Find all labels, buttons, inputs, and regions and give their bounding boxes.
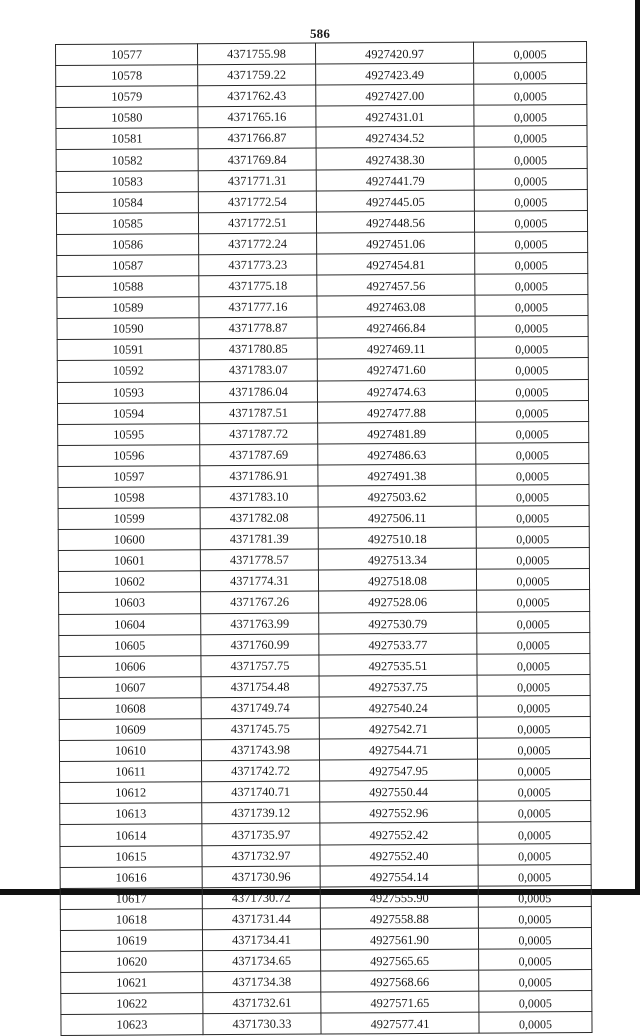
factor-cell: 0,0005 (478, 801, 591, 823)
y-coordinate-cell: 4927547.95 (320, 759, 478, 781)
x-coordinate-cell: 4371772.51 (198, 212, 316, 234)
x-coordinate-cell: 4371772.24 (199, 233, 317, 255)
factor-cell: 0,0005 (474, 126, 587, 148)
factor-cell: 0,0005 (475, 358, 588, 380)
x-coordinate-cell: 4371787.72 (200, 423, 318, 445)
y-coordinate-cell: 4927510.18 (318, 527, 476, 549)
x-coordinate-cell: 4371732.97 (202, 845, 320, 867)
table-row (58, 442, 589, 466)
table-row (57, 252, 588, 276)
y-coordinate-cell: 4927438.30 (316, 148, 474, 170)
table-row (60, 906, 591, 930)
y-coordinate-cell: 4927463.08 (317, 295, 475, 317)
table-row (59, 717, 590, 741)
factor-cell: 0,0005 (474, 147, 587, 169)
x-coordinate-cell: 4371765.16 (198, 106, 316, 128)
point-id-cell: 10586 (57, 234, 199, 256)
point-id-cell: 10612 (60, 782, 202, 804)
y-coordinate-cell: 4927445.05 (316, 190, 474, 212)
factor-cell: 0,0005 (477, 674, 590, 696)
coordinates-table-body (56, 42, 593, 1036)
point-id-cell: 10619 (60, 930, 202, 952)
point-id-cell: 10591 (57, 339, 199, 361)
factor-cell: 0,0005 (478, 927, 591, 949)
page-number: 586 (309, 26, 331, 41)
factor-cell: 0,0005 (477, 738, 590, 760)
factor-cell: 0,0005 (478, 759, 591, 781)
point-id-cell: 10606 (59, 655, 201, 677)
factor-cell: 0,0005 (475, 295, 588, 317)
y-coordinate-cell: 4927535.51 (319, 654, 477, 676)
factor-cell: 0,0005 (475, 274, 588, 296)
factor-cell: 0,0005 (479, 991, 592, 1013)
x-coordinate-cell: 4371755.98 (198, 43, 316, 65)
y-coordinate-cell: 4927537.75 (319, 675, 477, 697)
x-coordinate-cell: 4371760.99 (201, 634, 319, 656)
x-coordinate-cell: 4371774.31 (200, 570, 318, 592)
table-row (59, 738, 590, 762)
table-row (58, 548, 589, 572)
x-coordinate-cell: 4371782.08 (200, 507, 318, 529)
x-coordinate-cell: 4371787.51 (200, 402, 318, 424)
point-id-cell: 10609 (59, 719, 201, 741)
table-row (60, 822, 591, 846)
y-coordinate-cell: 4927552.42 (320, 823, 478, 845)
x-coordinate-cell: 4371757.75 (201, 655, 319, 677)
y-coordinate-cell: 4927451.06 (317, 232, 475, 254)
coordinates-table (55, 41, 593, 1036)
table-row (56, 126, 587, 150)
point-id-cell: 10617 (60, 887, 202, 909)
point-id-cell: 10582 (56, 149, 198, 171)
factor-cell: 0,0005 (476, 506, 589, 528)
point-id-cell: 10599 (58, 508, 200, 530)
point-id-cell: 10614 (60, 824, 202, 846)
point-id-cell: 10594 (58, 402, 200, 424)
point-id-cell: 10613 (60, 803, 202, 825)
point-id-cell: 10601 (58, 550, 200, 572)
table-row (59, 695, 590, 719)
y-coordinate-cell: 4927513.34 (318, 548, 476, 570)
x-coordinate-cell: 4371778.57 (200, 549, 318, 571)
factor-cell: 0,0005 (476, 569, 589, 591)
y-coordinate-cell: 4927558.88 (320, 907, 478, 929)
y-coordinate-cell: 4927530.79 (319, 612, 477, 634)
y-coordinate-cell: 4927552.40 (320, 844, 478, 866)
factor-cell: 0,0005 (473, 42, 586, 64)
coordinates-table-container (55, 41, 592, 1036)
x-coordinate-cell: 4371783.07 (199, 359, 317, 381)
x-coordinate-cell: 4371769.84 (198, 149, 316, 171)
point-id-cell: 10579 (56, 86, 198, 108)
table-row (59, 611, 590, 635)
table-row (59, 590, 590, 614)
x-coordinate-cell: 4371740.71 (202, 781, 320, 803)
y-coordinate-cell: 4927550.44 (320, 780, 478, 802)
x-coordinate-cell: 4371786.04 (199, 381, 317, 403)
table-row (56, 210, 587, 234)
factor-cell: 0,0005 (475, 252, 588, 274)
x-coordinate-cell: 4371745.75 (201, 718, 319, 740)
table-row (58, 400, 589, 424)
table-row (57, 358, 588, 382)
x-coordinate-cell: 4371783.10 (200, 486, 318, 508)
y-coordinate-cell: 4927423.49 (316, 63, 474, 85)
point-id-cell: 10590 (57, 318, 199, 340)
y-coordinate-cell: 4927457.56 (317, 274, 475, 296)
point-id-cell: 10598 (58, 487, 200, 509)
point-id-cell: 10585 (56, 212, 198, 234)
y-coordinate-cell: 4927427.00 (316, 84, 474, 106)
table-row (59, 674, 590, 698)
x-coordinate-cell: 4371754.48 (201, 676, 319, 698)
point-id-cell: 10578 (56, 65, 198, 87)
table-row (57, 274, 588, 298)
factor-cell: 0,0005 (477, 695, 590, 717)
y-coordinate-cell: 4927471.60 (317, 359, 475, 381)
factor-cell: 0,0005 (474, 63, 587, 85)
x-coordinate-cell: 4371778.87 (199, 317, 317, 339)
point-id-cell: 10584 (56, 191, 198, 213)
point-id-cell: 10616 (60, 866, 202, 888)
x-coordinate-cell: 4371772.54 (198, 191, 316, 213)
factor-cell: 0,0005 (478, 843, 591, 865)
table-row (57, 316, 588, 340)
factor-cell: 0,0005 (474, 168, 587, 190)
y-coordinate-cell: 4927491.38 (318, 464, 476, 486)
x-coordinate-cell: 4371734.65 (203, 950, 321, 972)
factor-cell: 0,0005 (477, 611, 590, 633)
table-row (58, 463, 589, 487)
y-coordinate-cell: 4927477.88 (318, 401, 476, 423)
point-id-cell: 10602 (58, 571, 200, 593)
x-coordinate-cell: 4371735.97 (202, 824, 320, 846)
factor-cell: 0,0005 (474, 105, 587, 127)
factor-cell: 0,0005 (476, 442, 589, 464)
y-coordinate-cell: 4927561.90 (320, 928, 478, 950)
factor-cell: 0,0005 (478, 885, 591, 907)
point-id-cell: 10588 (57, 276, 199, 298)
table-row (58, 527, 589, 551)
table-row (60, 885, 591, 909)
table-row (56, 84, 587, 108)
point-id-cell: 10618 (60, 909, 202, 931)
y-coordinate-cell: 4927481.89 (318, 422, 476, 444)
table-row (61, 949, 592, 973)
table-row (60, 927, 591, 951)
x-coordinate-cell: 4371734.41 (202, 929, 320, 951)
point-id-cell: 10620 (61, 951, 203, 973)
table-row (59, 653, 590, 677)
table-row (58, 421, 589, 445)
table-row (60, 864, 591, 888)
factor-cell: 0,0005 (478, 906, 591, 928)
factor-cell: 0,0005 (477, 632, 590, 654)
y-coordinate-cell: 4927474.63 (317, 380, 475, 402)
x-coordinate-cell: 4371749.74 (201, 697, 319, 719)
factor-cell: 0,0005 (475, 337, 588, 359)
y-coordinate-cell: 4927469.11 (317, 337, 475, 359)
x-coordinate-cell: 4371763.99 (201, 613, 319, 635)
y-coordinate-cell: 4927431.01 (316, 105, 474, 127)
table-row (61, 991, 592, 1015)
point-id-cell: 10615 (60, 845, 202, 867)
y-coordinate-cell: 4927571.65 (321, 991, 479, 1013)
x-coordinate-cell: 4371730.96 (202, 866, 320, 888)
x-coordinate-cell: 4371743.98 (201, 739, 319, 761)
point-id-cell: 10581 (56, 128, 198, 150)
point-id-cell: 10604 (59, 613, 201, 635)
point-id-cell: 10623 (61, 1014, 203, 1036)
table-row (57, 379, 588, 403)
table-row (56, 189, 587, 213)
scan-edge-right (635, 0, 640, 895)
y-coordinate-cell: 4927533.77 (319, 633, 477, 655)
table-row (57, 337, 588, 361)
x-coordinate-cell: 4371734.38 (203, 971, 321, 993)
point-id-cell: 10603 (59, 592, 201, 614)
factor-cell: 0,0005 (474, 189, 587, 211)
factor-cell: 0,0005 (474, 210, 587, 232)
x-coordinate-cell: 4371732.61 (203, 992, 321, 1014)
point-id-cell: 10605 (59, 634, 201, 656)
table-row (58, 569, 589, 593)
x-coordinate-cell: 4371787.69 (200, 444, 318, 466)
y-coordinate-cell: 4927554.14 (320, 865, 478, 887)
factor-cell: 0,0005 (476, 463, 589, 485)
table-row (58, 506, 589, 530)
factor-cell: 0,0005 (475, 231, 588, 253)
x-coordinate-cell: 4371777.16 (199, 296, 317, 318)
x-coordinate-cell: 4371766.87 (198, 127, 316, 149)
y-coordinate-cell: 4927577.41 (321, 1012, 479, 1034)
table-row (57, 295, 588, 319)
x-coordinate-cell: 4371781.39 (200, 528, 318, 550)
x-coordinate-cell: 4371739.12 (202, 802, 320, 824)
factor-cell: 0,0005 (476, 548, 589, 570)
table-row (58, 484, 589, 508)
table-row (59, 632, 590, 656)
point-id-cell: 10597 (58, 466, 200, 488)
table-row (61, 1012, 592, 1036)
factor-cell: 0,0005 (478, 822, 591, 844)
point-id-cell: 10595 (58, 423, 200, 445)
point-id-cell: 10621 (61, 972, 203, 994)
factor-cell: 0,0005 (475, 379, 588, 401)
table-row (56, 147, 587, 171)
x-coordinate-cell: 4371780.85 (199, 338, 317, 360)
x-coordinate-cell: 4371742.72 (202, 760, 320, 782)
table-row (60, 801, 591, 825)
factor-cell: 0,0005 (479, 1012, 592, 1034)
y-coordinate-cell: 4927441.79 (316, 169, 474, 191)
point-id-cell: 10610 (59, 740, 201, 762)
factor-cell: 0,0005 (479, 970, 592, 992)
y-coordinate-cell: 4927466.84 (317, 316, 475, 338)
factor-cell: 0,0005 (476, 527, 589, 549)
y-coordinate-cell: 4927506.11 (318, 506, 476, 528)
y-coordinate-cell: 4927540.24 (319, 696, 477, 718)
table-row (57, 231, 588, 255)
table-row (56, 42, 587, 66)
point-id-cell: 10596 (58, 444, 200, 466)
x-coordinate-cell: 4371730.33 (203, 1013, 321, 1035)
table-row (56, 63, 587, 87)
point-id-cell: 10583 (56, 170, 198, 192)
y-coordinate-cell: 4927503.62 (318, 485, 476, 507)
table-row (60, 780, 591, 804)
x-coordinate-cell: 4371731.44 (202, 908, 320, 930)
y-coordinate-cell: 4927568.66 (321, 970, 479, 992)
x-coordinate-cell: 4371773.23 (199, 254, 317, 276)
point-id-cell: 10589 (57, 297, 199, 319)
x-coordinate-cell: 4371775.18 (199, 275, 317, 297)
table-row (60, 759, 591, 783)
factor-cell: 0,0005 (476, 421, 589, 443)
y-coordinate-cell: 4927448.56 (316, 211, 474, 233)
point-id-cell: 10592 (57, 360, 199, 382)
y-coordinate-cell: 4927544.71 (319, 738, 477, 760)
x-coordinate-cell: 4371767.26 (201, 591, 319, 613)
table-row (60, 843, 591, 867)
y-coordinate-cell: 4927420.97 (315, 42, 473, 64)
y-coordinate-cell: 4927528.06 (319, 591, 477, 613)
factor-cell: 0,0005 (474, 84, 587, 106)
factor-cell: 0,0005 (478, 864, 591, 886)
factor-cell: 0,0005 (475, 316, 588, 338)
factor-cell: 0,0005 (477, 653, 590, 675)
point-id-cell: 10593 (57, 381, 199, 403)
y-coordinate-cell: 4927454.81 (317, 253, 475, 275)
factor-cell: 0,0005 (479, 949, 592, 971)
point-id-cell: 10587 (57, 255, 199, 277)
y-coordinate-cell: 4927434.52 (316, 127, 474, 149)
x-coordinate-cell: 4371771.31 (198, 170, 316, 192)
y-coordinate-cell: 4927486.63 (318, 443, 476, 465)
point-id-cell: 10622 (61, 993, 203, 1015)
table-row (56, 168, 587, 192)
factor-cell: 0,0005 (475, 400, 588, 422)
point-id-cell: 10611 (60, 761, 202, 783)
factor-cell: 0,0005 (478, 780, 591, 802)
y-coordinate-cell: 4927565.65 (321, 949, 479, 971)
y-coordinate-cell: 4927555.90 (320, 886, 478, 908)
factor-cell: 0,0005 (477, 590, 590, 612)
y-coordinate-cell: 4927518.08 (318, 569, 476, 591)
point-id-cell: 10580 (56, 107, 198, 129)
y-coordinate-cell: 4927552.96 (320, 802, 478, 824)
y-coordinate-cell: 4927542.71 (319, 717, 477, 739)
x-coordinate-cell: 4371786.91 (200, 465, 318, 487)
factor-cell: 0,0005 (476, 484, 589, 506)
point-id-cell: 10577 (56, 44, 198, 66)
x-coordinate-cell: 4371759.22 (198, 64, 316, 86)
table-row (56, 105, 587, 129)
x-coordinate-cell: 4371762.43 (198, 85, 316, 107)
factor-cell: 0,0005 (477, 717, 590, 739)
point-id-cell: 10607 (59, 677, 201, 699)
point-id-cell: 10600 (58, 529, 200, 551)
x-coordinate-cell: 4371730.72 (202, 887, 320, 909)
table-row (61, 970, 592, 994)
point-id-cell: 10608 (59, 698, 201, 720)
